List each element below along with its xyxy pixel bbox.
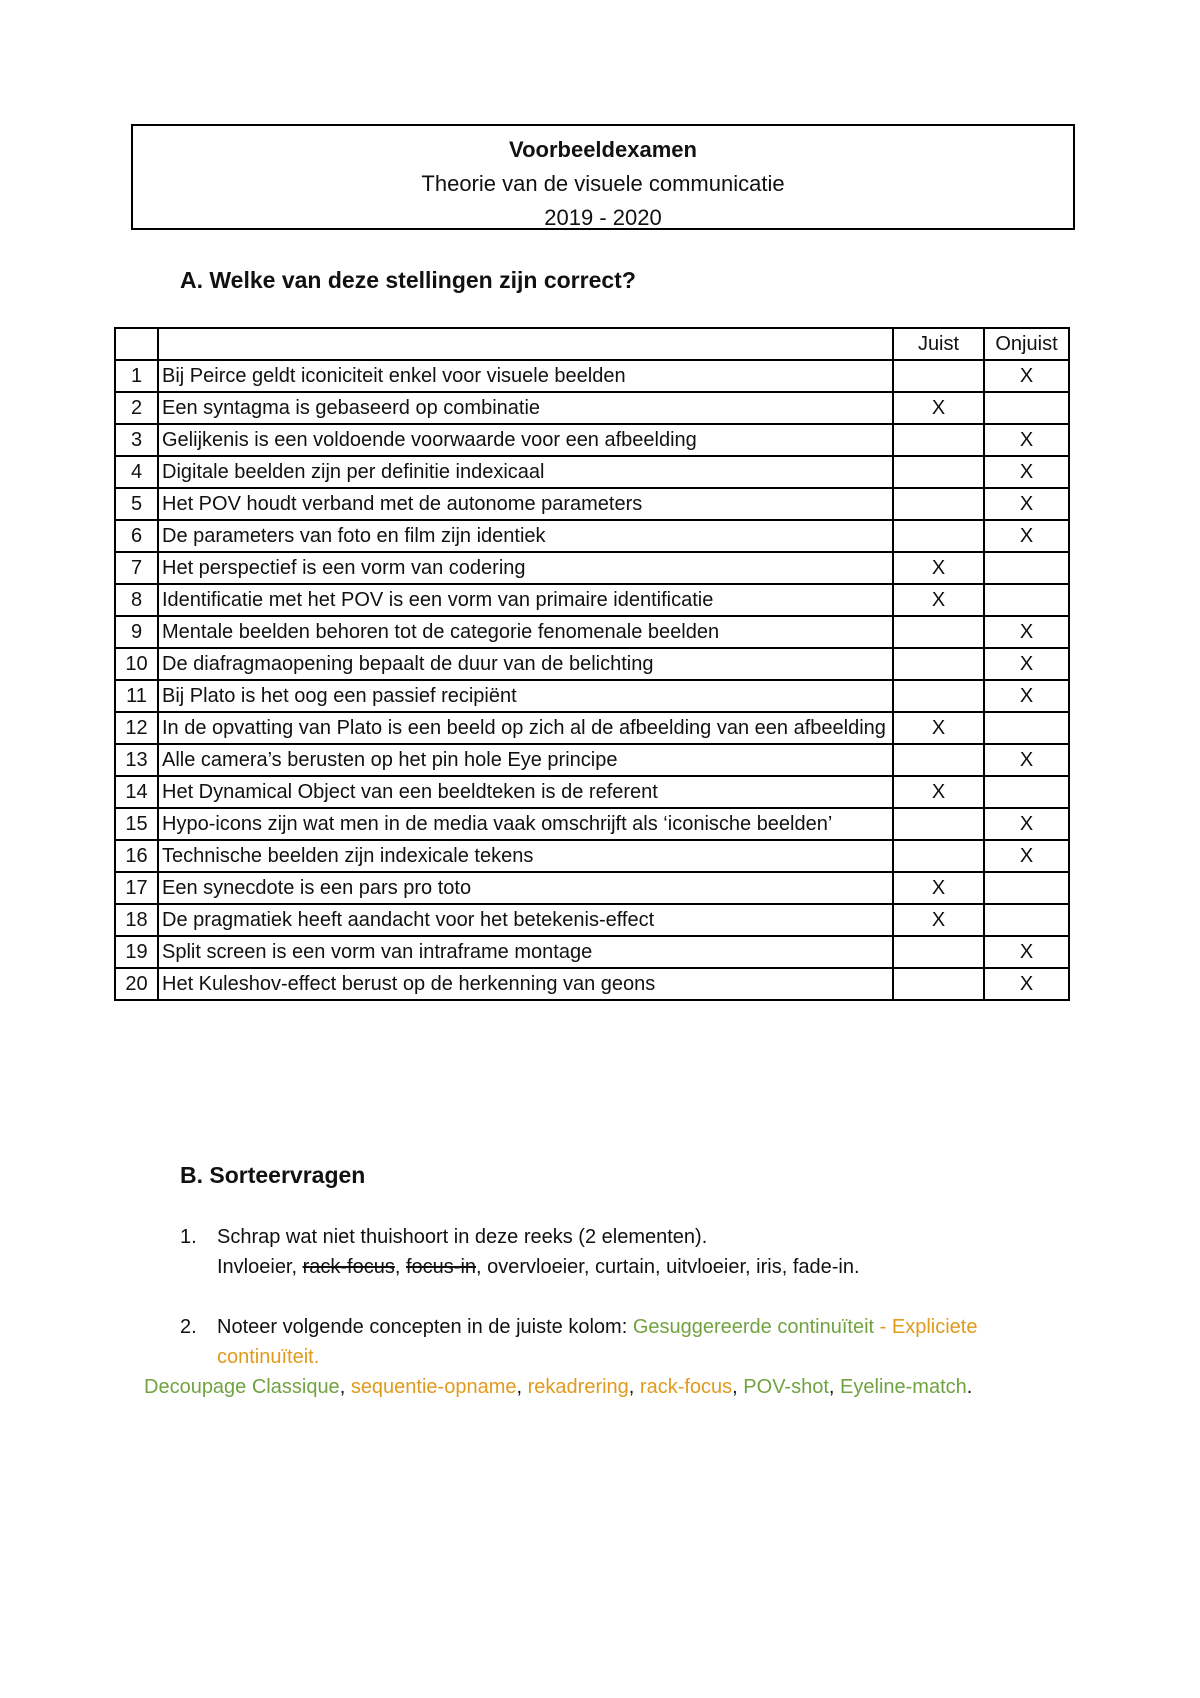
onjuist-mark: X (984, 648, 1069, 680)
series-text: Invloeier, (217, 1256, 303, 1278)
question-prompt: Schrap wat niet thuishoort in deze reeks (2 elementen). (217, 1226, 708, 1248)
question-number: 2. (180, 1316, 197, 1338)
statement-text: De pragmatiek heeft aandacht voor het betekenis-effect (158, 904, 893, 936)
series-separator: , (394, 1256, 406, 1278)
statement-text: De parameters van foto en film zijn identiek (158, 520, 893, 552)
onjuist-mark: X (984, 520, 1069, 552)
onjuist-mark: X (984, 456, 1069, 488)
statement-text: Een syntagma is gebaseerd op combinatie (158, 392, 893, 424)
onjuist-mark: X (984, 424, 1069, 456)
concept-separator: , (516, 1376, 528, 1398)
row-number: 7 (115, 552, 158, 584)
concept-separator: . (966, 1376, 973, 1398)
header-statement-cell (158, 328, 893, 360)
onjuist-mark (984, 904, 1069, 936)
header-juist: Juist (893, 328, 984, 360)
category-green: Gesuggereerde continuïteit (632, 1316, 875, 1338)
category-period: . (313, 1346, 320, 1368)
statement-text: Het perspectief is een vorm van codering (158, 552, 893, 584)
concept-separator: , (732, 1376, 744, 1398)
concept-item: rack-focus (639, 1376, 733, 1398)
juist-mark (893, 488, 984, 520)
table-row (115, 808, 1069, 840)
juist-mark: X (893, 872, 984, 904)
statements-table (114, 327, 1070, 1001)
statement-text: Het Kuleshov-effect berust op de herkenning van geons (158, 968, 893, 1000)
row-number: 17 (115, 872, 158, 904)
question-number: 1. (180, 1226, 197, 1248)
table-row (115, 776, 1069, 808)
onjuist-mark (984, 712, 1069, 744)
header-num-cell (115, 328, 158, 360)
table-row (115, 552, 1069, 584)
onjuist-mark (984, 776, 1069, 808)
table-row (115, 488, 1069, 520)
struck-item: focus-in (405, 1256, 477, 1278)
juist-mark (893, 968, 984, 1000)
academic-year: 2019 - 2020 (544, 205, 662, 230)
statement-text: Het POV houdt verband met de autonome parameters (158, 488, 893, 520)
row-number: 11 (115, 680, 158, 712)
concept-separator: , (828, 1376, 841, 1398)
table-row (115, 744, 1069, 776)
concept-item: Decoupage Classique (144, 1376, 340, 1398)
statement-text: In de opvatting van Plato is een beeld op zich al de afbeelding van een afbeelding (158, 712, 893, 744)
row-number: 5 (115, 488, 158, 520)
category-orange: Expliciete (891, 1316, 978, 1338)
table-row (115, 520, 1069, 552)
category-orange-cont: continuïteit (217, 1346, 314, 1368)
statement-text: Technische beelden zijn indexicale tekens (158, 840, 893, 872)
concept-item: sequentie-opname (350, 1376, 517, 1398)
juist-mark (893, 520, 984, 552)
table-header-row (115, 328, 1069, 360)
row-number: 2 (115, 392, 158, 424)
onjuist-mark: X (984, 616, 1069, 648)
juist-mark: X (893, 584, 984, 616)
row-number: 12 (115, 712, 158, 744)
onjuist-mark (984, 552, 1069, 584)
series-line (217, 1252, 860, 1282)
onjuist-mark: X (984, 488, 1069, 520)
table-row (115, 872, 1069, 904)
concept-separator: , (628, 1376, 640, 1398)
section-a-heading: A. Welke van deze stellingen zijn correct? (180, 267, 636, 293)
juist-mark (893, 680, 984, 712)
title-box (131, 124, 1075, 230)
statement-text: Identificatie met het POV is een vorm van primaire identificatie (158, 584, 893, 616)
onjuist-mark: X (984, 360, 1069, 392)
juist-mark (893, 456, 984, 488)
row-number: 20 (115, 968, 158, 1000)
statement-text: Een synecdote is een pars pro toto (158, 872, 893, 904)
statement-text: Gelijkenis is een voldoende voorwaarde voor een afbeelding (158, 424, 893, 456)
question-prompt: Noteer volgende concepten in de juiste kolom: (217, 1316, 633, 1338)
row-number: 8 (115, 584, 158, 616)
question-prompt-line (217, 1312, 977, 1342)
juist-mark (893, 360, 984, 392)
row-number: 1 (115, 360, 158, 392)
onjuist-mark (984, 872, 1069, 904)
juist-mark (893, 744, 984, 776)
row-number: 4 (115, 456, 158, 488)
juist-mark: X (893, 904, 984, 936)
concepts-list (144, 1372, 972, 1402)
statement-text: Mentale beelden behoren tot de categorie fenomenale beelden (158, 616, 893, 648)
statement-text: Digitale beelden zijn per definitie indexicaal (158, 456, 893, 488)
juist-mark: X (893, 552, 984, 584)
concept-item: POV-shot (743, 1376, 829, 1398)
question-prompt-line-2 (217, 1342, 319, 1372)
table-row (115, 584, 1069, 616)
statement-text: Bij Peirce geldt iconiciteit enkel voor visuele beelden (158, 360, 893, 392)
row-number: 19 (115, 936, 158, 968)
juist-mark (893, 808, 984, 840)
table-row (115, 936, 1069, 968)
section-b-heading: B. Sorteervragen (180, 1162, 366, 1188)
juist-mark: X (893, 776, 984, 808)
concept-separator: , (339, 1376, 351, 1398)
row-number: 13 (115, 744, 158, 776)
onjuist-mark (984, 392, 1069, 424)
onjuist-mark: X (984, 680, 1069, 712)
onjuist-mark: X (984, 936, 1069, 968)
row-number: 15 (115, 808, 158, 840)
onjuist-mark: X (984, 744, 1069, 776)
concept-item: Eyeline-match (840, 1376, 967, 1398)
table-row (115, 968, 1069, 1000)
statement-text: Hypo-icons zijn wat men in de media vaak omschrijft als ‘iconische beelden’ (158, 808, 893, 840)
statement-text: De diafragmaopening bepaalt de duur van de belichting (158, 648, 893, 680)
juist-mark (893, 616, 984, 648)
onjuist-mark: X (984, 840, 1069, 872)
row-number: 16 (115, 840, 158, 872)
juist-mark (893, 936, 984, 968)
statement-text: Het Dynamical Object van een beeldteken is de referent (158, 776, 893, 808)
statement-text: Bij Plato is het oog een passief recipiënt (158, 680, 893, 712)
row-number: 9 (115, 616, 158, 648)
row-number: 6 (115, 520, 158, 552)
course-title: Theorie van de visuele communicatie (421, 171, 785, 196)
category-dash: - (874, 1316, 892, 1338)
juist-mark (893, 424, 984, 456)
juist-mark: X (893, 392, 984, 424)
table-row (115, 712, 1069, 744)
row-number: 18 (115, 904, 158, 936)
onjuist-mark: X (984, 968, 1069, 1000)
row-number: 14 (115, 776, 158, 808)
table-row (115, 424, 1069, 456)
table-row (115, 680, 1069, 712)
statement-text: Split screen is een vorm van intraframe montage (158, 936, 893, 968)
table-row (115, 616, 1069, 648)
juist-mark (893, 648, 984, 680)
struck-item: rack-focus (302, 1256, 395, 1278)
onjuist-mark (984, 584, 1069, 616)
concept-item: rekadrering (527, 1376, 629, 1398)
table-row (115, 840, 1069, 872)
statement-text: Alle camera’s berusten op het pin hole Eye principe (158, 744, 893, 776)
table-row (115, 648, 1069, 680)
table-row (115, 904, 1069, 936)
onjuist-mark: X (984, 808, 1069, 840)
header-onjuist: Onjuist (984, 328, 1069, 360)
juist-mark: X (893, 712, 984, 744)
series-text: , overvloeier, curtain, uitvloeier, iris, fade-in. (476, 1256, 860, 1278)
table-row (115, 456, 1069, 488)
row-number: 10 (115, 648, 158, 680)
exam-title: Voorbeeldexamen (509, 137, 697, 162)
table-row (115, 392, 1069, 424)
row-number: 3 (115, 424, 158, 456)
table-row (115, 360, 1069, 392)
juist-mark (893, 840, 984, 872)
